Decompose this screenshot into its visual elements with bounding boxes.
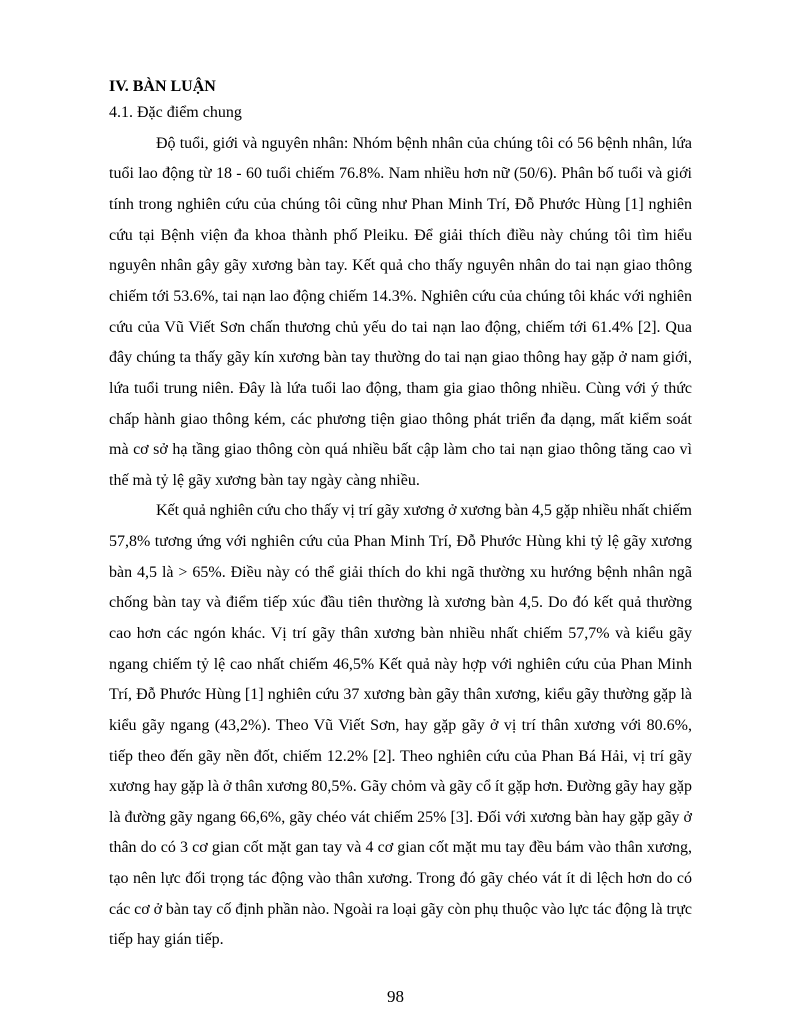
text-line: là đường gãy ngang 66,6%, gãy chéo vát chiếm 25% [3]. Đối với xương bàn hay gặp gãy ở: [109, 809, 693, 826]
text-line: đây chúng ta thấy gãy kín xương bàn tay thường do tai nạn giao thông hay gặp ở nam giới,: [109, 349, 692, 366]
text-line: Trí, Đỗ Phước Hùng [1] nghiên cứu 37 xương bàn gãy thân xương, kiểu gãy thường gặp là: [109, 686, 692, 703]
text-line: tính trong nghiên cứu của chúng tôi cũng như Phan Minh Trí, Đỗ Phước Hùng [1] nghiên: [109, 196, 692, 213]
text-line: tuổi lao động từ 18 - 60 tuổi chiếm 76.8%. Nam nhiều hơn nữ (50/6). Phân bố tuổi và giới: [109, 165, 692, 182]
section-heading: IV. BÀN LUẬN: [109, 78, 216, 95]
text-line: tiếp hay gián tiếp.: [109, 931, 224, 948]
text-line: lứa tuổi trung niên. Đây là lứa tuổi lao động, tham gia giao thông nhiều. Cùng với ý thức: [109, 380, 692, 397]
text-line: chống bàn tay và điểm tiếp xúc đầu tiên thường là xương bàn 4,5. Do đó kết quả thường: [109, 594, 692, 611]
subsection-heading: 4.1. Đặc điểm chung: [109, 104, 242, 121]
text-line: Kết quả nghiên cứu cho thấy vị trí gãy xương ở xương bàn 4,5 gặp nhiều nhất chiếm: [156, 502, 692, 519]
text-line: Độ tuổi, giới và nguyên nhân: Nhóm bệnh nhân của chúng tôi có 56 bệnh nhân, lứa: [156, 135, 692, 152]
text-line: cứu của Vũ Viết Sơn chấn thương chủ yếu do tai nạn lao động, chiếm tới 61.4% [2]. Qua: [109, 319, 692, 336]
text-line: bàn 4,5 là > 65%. Điều này có thể giải thích do khi ngã thường xu hướng bệnh nhân ngã: [109, 564, 692, 581]
text-line: các cơ ở bàn tay cố định phần nào. Ngoài ra loại gãy còn phụ thuộc vào lực tác động là trực: [109, 901, 693, 918]
text-line: thế mà tỷ lệ gãy xương bàn tay ngày càng nhiều.: [109, 472, 420, 489]
text-line: tạo nên lực đối trọng tác động vào thân xương. Trong đó gãy chéo vát ít di lệch hơn do có: [109, 870, 692, 887]
text-line: kiểu gãy ngang (43,2%). Theo Vũ Viết Sơn, hay gặp gãy ở vị trí thân xương với 80.6%,: [109, 717, 692, 734]
text-line: cứu tại Bệnh viện đa khoa thành phố Pleiku. Để giải thích điều này chúng tôi tìm hiểu: [109, 227, 692, 244]
text-line: 57,8% tương ứng với nghiên cứu của Phan Minh Trí, Đỗ Phước Hùng khi tỷ lệ gãy xương: [109, 533, 692, 550]
text-line: cao hơn các ngón khác. Vị trí gãy thân xương bàn nhiều nhất chiếm 57,7% và kiểu gãy: [109, 625, 692, 642]
text-line: mà cơ sở hạ tầng giao thông còn quá nhiều bất cập làm cho tai nạn giao thông tăng cao vì: [109, 441, 692, 458]
text-line: chiếm tới 53.6%, tai nạn lao động chiếm 14.3%. Nghiên cứu của chúng tôi khác với nghiên: [109, 288, 692, 305]
text-line: xương hay gặp là ở thân xương 80,5%. Gãy chỏm và gãy cổ ít gặp hơn. Đường gãy hay gặp: [109, 778, 692, 795]
text-line: tiếp theo đến gãy nền đốt, chiếm 12.2% [2]. Theo nghiên cứu của Phan Bá Hải, vị trí gãy: [109, 748, 692, 765]
text-line: ngang chiếm tỷ lệ cao nhất chiếm 46,5% Kết quả này hợp với nghiên cứu của Phan Minh: [109, 656, 692, 673]
page-number: 98: [387, 987, 404, 1006]
text-line: thân do có 3 cơ gian cốt mặt gan tay và 4 cơ gian cốt mặt mu tay đều bám vào thân xương,: [109, 839, 692, 856]
text-line: chấp hành giao thông kém, các phương tiện giao thông phát triển đa dạng, mất kiểm soát: [109, 411, 692, 428]
text-line: nguyên nhân gây gãy xương bàn tay. Kết quả cho thấy nguyên nhân do tai nạn giao thông: [109, 257, 692, 274]
